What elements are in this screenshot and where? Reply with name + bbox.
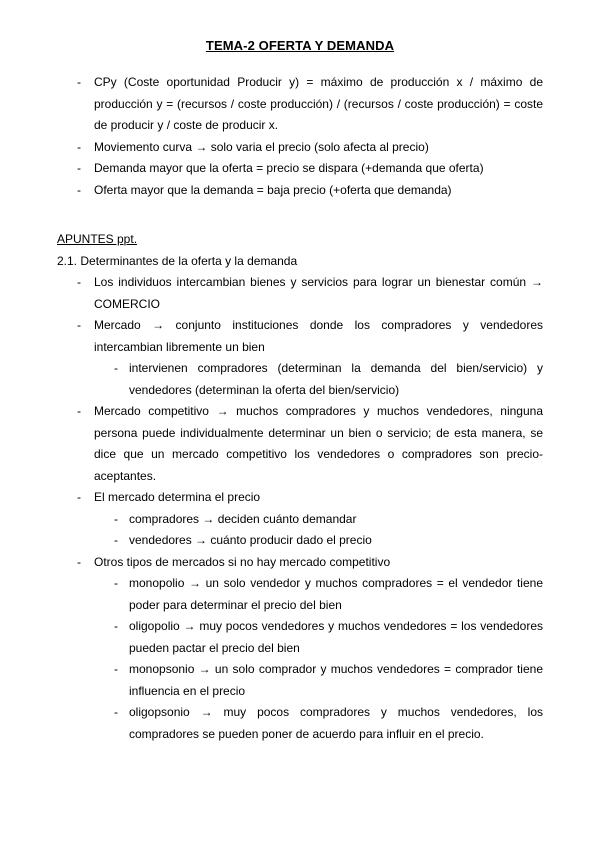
list-item-text: CPy (Coste oportunidad Producir y) = máximo de producción x / máximo de producción y = (recursos / coste producción) / (recursos / coste producción) = coste de producir y / coste de producir x.	[94, 75, 543, 132]
list-item-text: compradores → deciden cuánto demandar	[129, 511, 357, 526]
list-item-text: Otros tipos de mercados si no hay mercado competitivo	[94, 554, 391, 569]
sub-list-item	[114, 659, 543, 702]
bullet-dash: -	[114, 533, 118, 547]
bullet-dash: -	[77, 75, 81, 89]
list-item	[77, 72, 543, 137]
bullet-dash: -	[77, 404, 81, 418]
sub-list-item	[114, 358, 543, 401]
list-item	[77, 487, 543, 509]
sub-list-item	[114, 702, 543, 745]
bullet-dash: -	[77, 139, 81, 154]
list-item-text: monopsonio → un solo comprador y muchos vendedores = comprador tiene influencia en el precio	[129, 662, 543, 698]
bullet-dash: -	[77, 161, 81, 175]
bullet-dash: -	[77, 490, 81, 504]
sub-list-item	[114, 573, 543, 616]
bullet-dash: -	[77, 182, 81, 197]
apuntes-label: APUNTES ppt.	[57, 232, 138, 246]
bullet-dash: -	[114, 619, 118, 633]
list-item-text: oligopsonio → muy pocos compradores y muchos vendedores, los compradores se pueden poner de acuerdo para influir en el precio.	[129, 705, 543, 741]
bullet-dash: -	[114, 576, 118, 590]
section-heading: 2.1. Determinantes de la oferta y la demanda	[57, 253, 298, 268]
sub-list-item	[114, 530, 543, 552]
list-item-text: El mercado determina el precio	[94, 490, 261, 504]
apuntes-section	[0, 229, 600, 745]
list-item	[77, 158, 543, 180]
list-item-text: Mercado → conjunto instituciones donde los compradores y vendedores intercambian libremente un bien	[94, 318, 543, 354]
list-item-text: Mercado competitivo → muchos compradores y muchos vendedores, ninguna persona puede individualmente determinar un bien o servicio; de esta manera, se dice que un mercado competitivo los vendedores o compradores son precio-aceptantes.	[94, 404, 543, 483]
sub-list-item	[114, 616, 543, 659]
list-item-text: monopolio → un solo vendedor y muchos compradores = el vendedor tiene poder para determinar el precio del bien	[129, 576, 543, 612]
list-item-text: vendedores → cuánto producir dado el precio	[129, 533, 372, 547]
list-item	[77, 272, 543, 315]
bullet-dash: -	[114, 705, 118, 719]
bullet-dash: -	[77, 318, 81, 332]
list-item-text: Oferta mayor que la demanda = baja precio (+oferta que demanda)	[94, 182, 452, 197]
list-item	[77, 552, 543, 574]
sub-list-item	[114, 509, 543, 531]
list-item-text: Los individuos intercambian bienes y servicios para lograr un bienestar común → COMERCIO	[94, 275, 543, 311]
bullet-dash: -	[114, 511, 118, 526]
intro-list	[0, 72, 600, 201]
list-item-text: Moviemento curva → solo varia el precio (solo afecta al precio)	[94, 139, 429, 154]
list-item	[77, 137, 543, 159]
bullet-dash: -	[77, 554, 81, 569]
list-item	[77, 180, 543, 202]
bullet-dash: -	[114, 361, 118, 375]
list-item-text: Demanda mayor que la oferta = precio se dispara (+demanda que oferta)	[94, 161, 484, 175]
page-title: TEMA-2 OFERTA Y DEMANDA	[205, 38, 395, 53]
list-item-text: intervienen compradores (determinan la demanda del bien/servicio) y vendedores (determinan la oferta del bien/servicio)	[129, 361, 543, 397]
list-item-text: oligopolio → muy pocos vendedores y muchos vendedores = los vendedores pueden pactar el precio del bien	[129, 619, 543, 655]
bullet-dash: -	[114, 662, 118, 676]
list-item	[77, 315, 543, 358]
bullet-dash: -	[77, 275, 81, 289]
list-item	[77, 401, 543, 487]
